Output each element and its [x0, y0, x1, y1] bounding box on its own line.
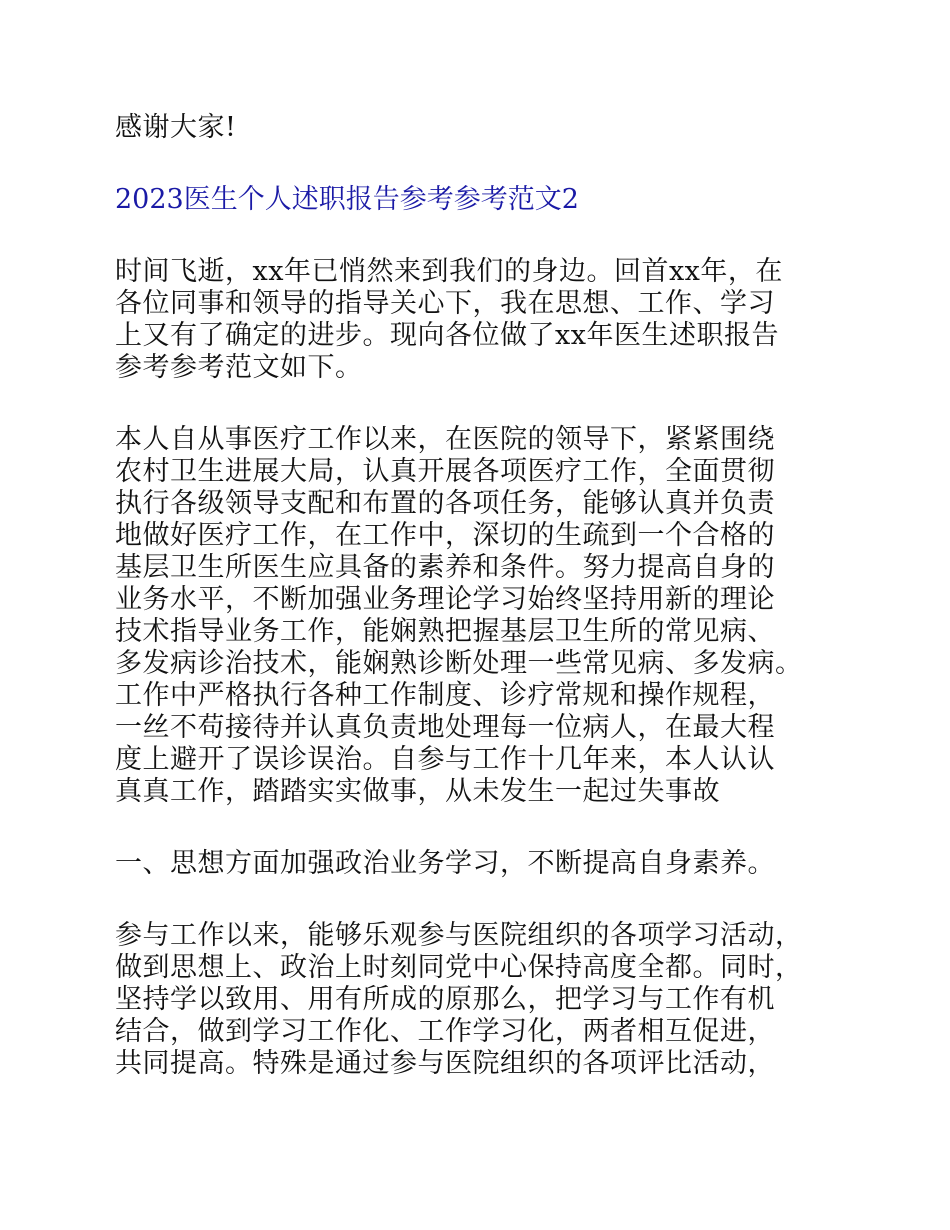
text-line: 时间飞逝，xx年已悄然来到我们的身边。回首xx年，在 — [115, 256, 783, 287]
text-line: 结合，做到学习工作化、工作学习化，两者相互促进， — [115, 1016, 775, 1047]
text-line: 参考参考范文如下。 — [115, 352, 363, 383]
text-line: 基层卫生所医生应具备的素养和条件。努力提高自身的 — [115, 552, 775, 583]
document-page — [115, 112, 845, 1080]
text-line: 执行各级领导支配和布置的各项任务，能够认真并负责 — [115, 488, 775, 519]
text-line: 共同提高。特殊是通过参与医院组织的各项评比活动， — [115, 1048, 775, 1079]
text-line: 真真工作，踏踏实实做事，从未发生一起过失事故 — [115, 776, 720, 807]
text-line: 坚持学以致用、用有所成的原那么，把学习与工作有机 — [115, 984, 775, 1015]
text-line: 上又有了确定的进步。现向各位做了xx年医生述职报告 — [115, 320, 779, 351]
text-line: 多发病诊治技术，能娴熟诊断处理一些常见病、多发病。 — [115, 648, 803, 679]
text-line: 本人自从事医疗工作以来，在医院的领导下，紧紧围绕 — [115, 424, 775, 455]
paragraph-subheading — [115, 848, 845, 880]
text-line: 地做好医疗工作，在工作中，深切的生疏到一个合格的 — [115, 520, 775, 551]
closing-text: 感谢大家! — [115, 112, 237, 143]
text-line: 业务水平，不断加强业务理论学习始终坚持用新的理论 — [115, 584, 775, 615]
paragraph-body — [115, 424, 845, 808]
text-line: 农村卫生进展大局，认真开展各项医疗工作，全面贯彻 — [115, 456, 775, 487]
section-heading: 2023医生个人述职报告参考参考范文2 — [115, 184, 579, 215]
text-line: 度上避开了误诊误治。自参与工作十几年来，本人认认 — [115, 744, 775, 775]
text-line: 做到思想上、政治上时刻同党中心保持高度全都。同时， — [115, 952, 803, 983]
paragraph-study — [115, 920, 845, 1080]
text-line: 技术指导业务工作，能娴熟把握基层卫生所的常见病、 — [115, 616, 775, 647]
text-line: 各位同事和领导的指导关心下，我在思想、工作、学习 — [115, 288, 775, 319]
paragraph-intro — [115, 256, 845, 384]
text-line: 一、思想方面加强政治业务学习，不断提高自身素养。 — [115, 848, 775, 879]
text-line: 工作中严格执行各种工作制度、诊疗常规和操作规程， — [115, 680, 775, 711]
text-line: 参与工作以来，能够乐观参与医院组织的各项学习活动， — [115, 920, 803, 951]
text-line: 一丝不苟接待并认真负责地处理每一位病人，在最大程 — [115, 712, 775, 743]
